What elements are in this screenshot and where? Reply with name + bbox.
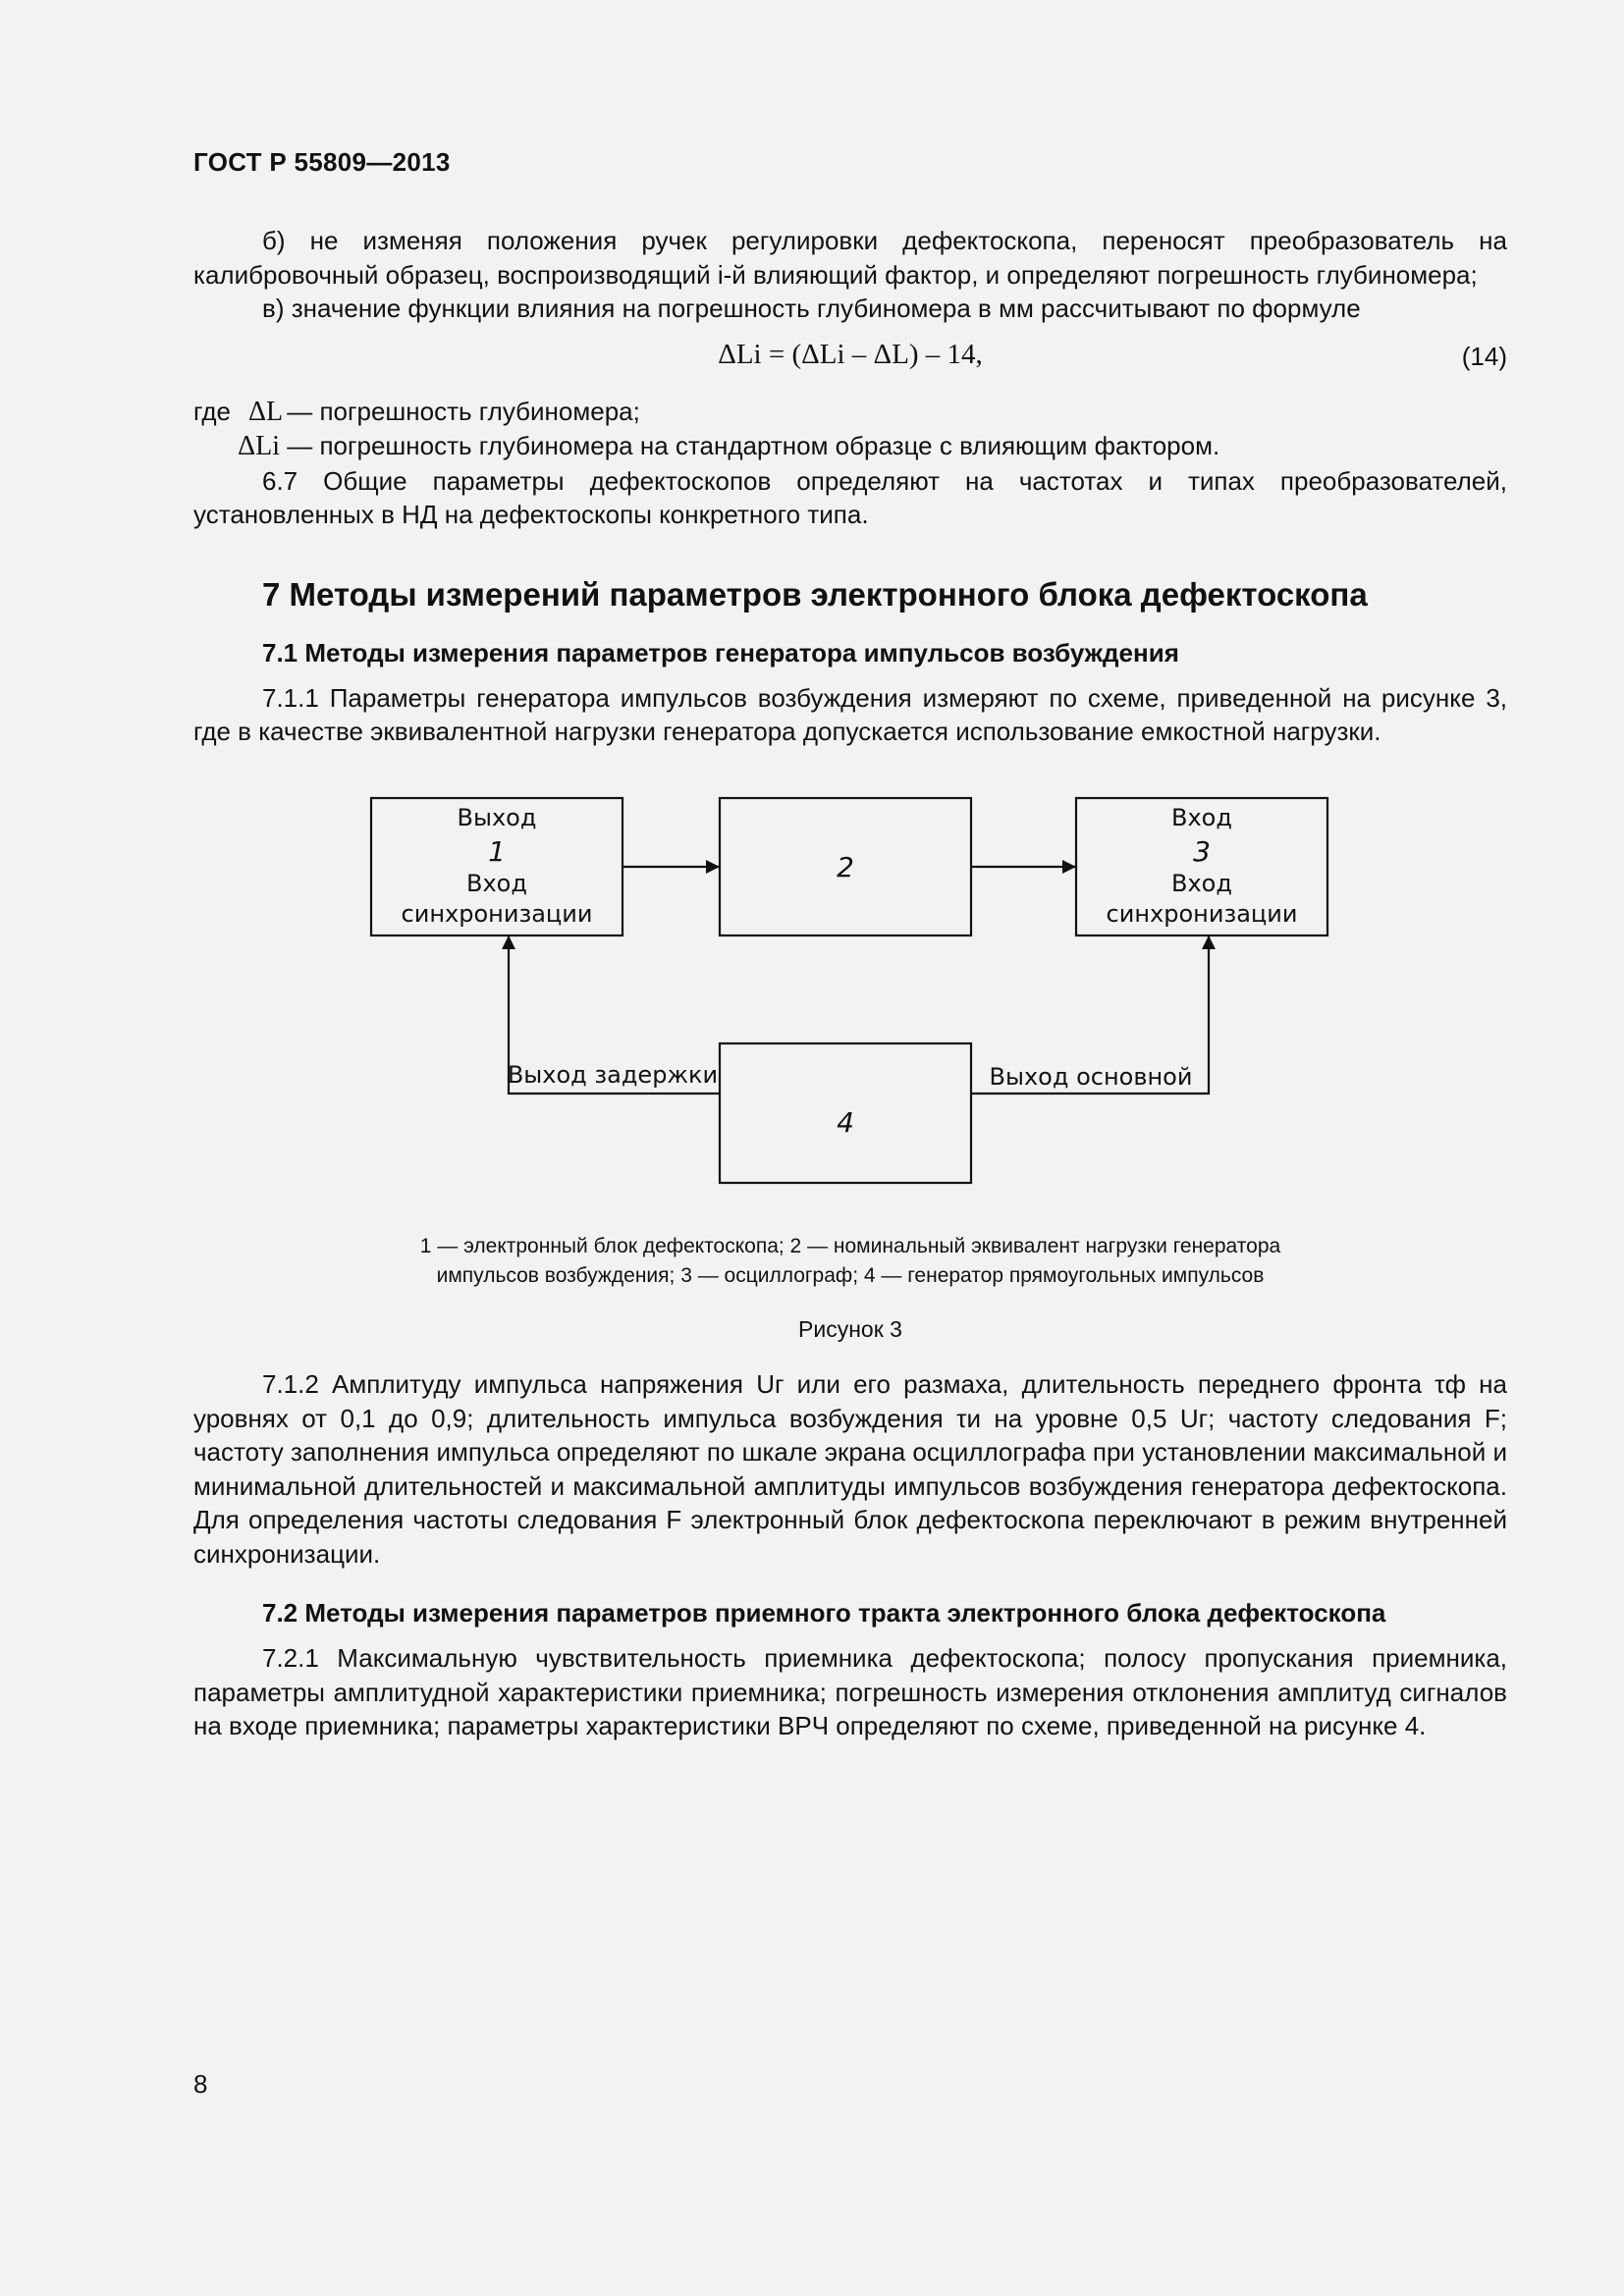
where-item-1 — [193, 395, 1507, 430]
block-1-top-label: Выход — [457, 803, 537, 831]
section-7-heading: 7 Методы измерений параметров электронного блока дефектоскопа — [262, 575, 1368, 613]
figure-3-caption — [193, 1232, 1507, 1291]
where-symbol: ΔL — [248, 396, 284, 427]
formula-row — [193, 326, 1507, 395]
block-1-bottom-label-2: синхронизации — [401, 899, 593, 928]
caption-line-2: импульсов возбуждения; 3 — осциллограф; 4 — генератор прямоугольных импульсов — [436, 1263, 1265, 1287]
paragraph-b: б) не изменяя положения ручек регулировки дефектоскопа, переносят преобразователь на калибровочный образец, воспроизводящий i-й влияющий фактор, и определяют погрешность глубиномера; — [193, 226, 1507, 290]
paragraph-7-1-1: 7.1.1 Параметры генератора импульсов возбуждения измеряют по схеме, приведенной на рисунке 3, где в качестве эквивалентной нагрузки генератора допускается использование емкостной нагрузки. — [193, 682, 1507, 746]
page-number: 8 — [193, 2069, 208, 2099]
block-2-number: 2 — [837, 850, 854, 883]
paragraph-6-7: 6.7 Общие параметры дефектоскопов определяют на частотах и типах преобразователей, установленных в НД на дефектоскопы конкретного типа. — [193, 465, 1507, 529]
section-7-2-heading: 7.2 Методы измерения параметров приемного тракта электронного блока дефектоскопа — [262, 1598, 1386, 1628]
label-main-output: Выход основной — [989, 1062, 1193, 1091]
paragraph-v: в) значение функции влияния на погрешность глубиномера в мм рассчитывают по формуле — [262, 294, 1361, 323]
where-desc: — погрешность глубиномера; — [287, 396, 640, 426]
block-3-bottom-label-2: синхронизации — [1106, 899, 1298, 928]
figure-3-title: Рисунок 3 — [798, 1315, 902, 1342]
where-symbol: ΔLi — [238, 431, 280, 461]
caption-line-1: 1 — электронный блок дефектоскопа; 2 — номинальный эквивалент нагрузки генератора — [419, 1234, 1281, 1257]
diagram-svg — [193, 767, 1507, 1228]
block-1-bottom-label: Вход — [466, 869, 527, 897]
paragraph-7-2-1: 7.2.1 Максимальную чувствительность приемника дефектоскопа; полосу пропускания приемника, параметры амплитудной характеристики приемника; погрешность измерения отклонения амплитуд сигналов на входе приемника; параметры характеристики ВРЧ определяют по схеме, приведенной на рисунке 4. — [193, 1643, 1507, 1740]
block-4-number: 4 — [837, 1105, 854, 1139]
formula-14: ΔLi = (ΔLi – ΔL) – 14, — [718, 338, 983, 370]
figure-3-diagram — [193, 767, 1507, 1228]
where-lead: где — [193, 396, 231, 426]
where-desc: — погрешность глубиномера на стандартном образце с влияющим фактором. — [287, 431, 1220, 460]
block-1-number: 1 — [488, 834, 506, 868]
block-3-number: 3 — [1193, 834, 1211, 868]
page-header: ГОСТ Р 55809—2013 — [193, 147, 451, 177]
paragraph-7-1-2: 7.1.2 Амплитуду импульса напряжения Uг или его размаха, длительность переднего фронта τф на уровнях от 0,1 до 0,9; длительность импульса возбуждения τи на уровне 0,5 Uг; частоту следования F; частоту заполнения импульса определяют по шкале экрана осциллографа при установлении максимальной и минимальной длительностей и максимальной амплитуды импульсов возбуждения генератора дефектоскопа. Для определения частоты следования F электронный блок дефектоскопа переключают в режим внутренней синхронизации. — [193, 1369, 1507, 1569]
where-item-2 — [193, 429, 1507, 464]
page-body — [193, 224, 1507, 1743]
section-7-1-heading: 7.1 Методы измерения параметров генератора импульсов возбуждения — [262, 637, 1179, 667]
formula-number: (14) — [1461, 341, 1507, 371]
label-delay-output: Выход задержки — [507, 1060, 719, 1089]
block-3-top-label: Вход — [1171, 803, 1232, 831]
block-3-bottom-label: Вход — [1171, 869, 1232, 897]
